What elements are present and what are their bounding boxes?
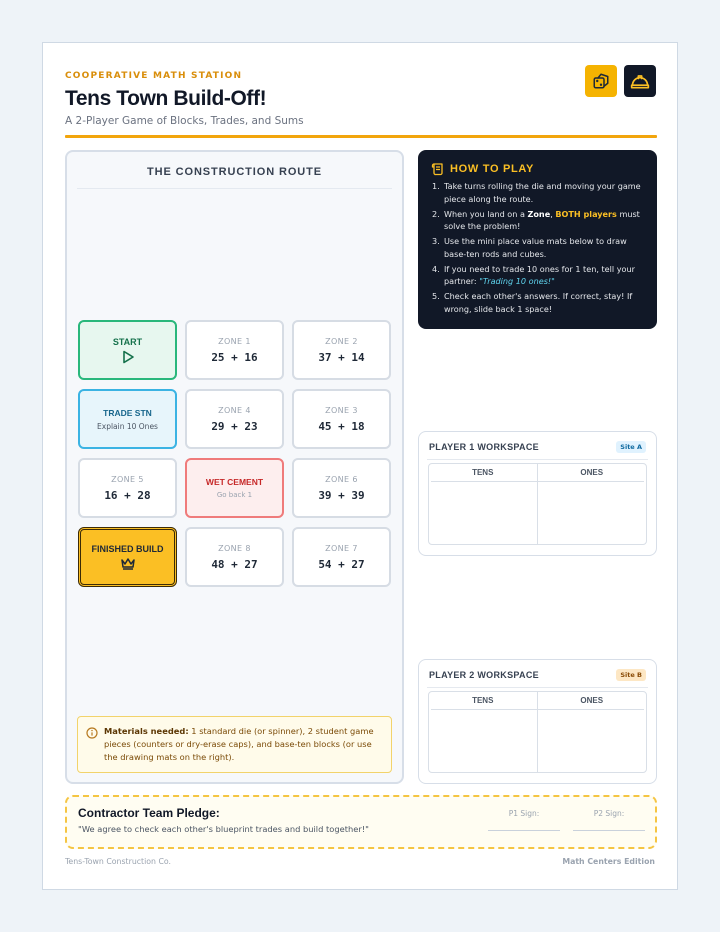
die-icon	[592, 72, 610, 90]
zone-label: ZONE 7	[325, 543, 358, 553]
how-to-play-title: HOW TO PLAY	[450, 163, 535, 175]
rule-item	[432, 208, 647, 233]
hard-hat-icon	[630, 72, 650, 90]
zone-problem: 37 + 14	[318, 350, 365, 364]
place-value-mat	[428, 691, 647, 773]
zone-problem: 16 + 28	[104, 488, 151, 502]
header-divider	[65, 135, 657, 138]
signature-line	[488, 830, 560, 831]
rule-emphasis: BOTH players	[555, 208, 617, 219]
rules-list	[432, 180, 647, 318]
zone-8-tile[interactable]	[185, 527, 284, 587]
zone-3-tile[interactable]	[292, 389, 391, 449]
p2-sign-label: P2 Sign:	[593, 809, 625, 818]
workspace-title: PLAYER 1 WORKSPACE	[429, 442, 539, 452]
wet-cement-label: WET CEMENT	[205, 477, 264, 487]
team-pledge-box	[65, 795, 657, 849]
zone-2-tile[interactable]	[292, 320, 391, 380]
zone-5-tile[interactable]	[78, 458, 177, 518]
zone-7-tile[interactable]	[292, 527, 391, 587]
trade-station-tile[interactable]	[78, 389, 177, 449]
p1-sign-label: P1 Sign:	[508, 809, 540, 818]
ones-column[interactable]	[538, 464, 647, 544]
tens-header: TENS	[472, 696, 494, 705]
rule-text-part: If you need to trade 10 ones for 1 ten, tell your partner:	[444, 263, 635, 286]
trade-station-label: TRADE STN	[103, 407, 152, 418]
die-button[interactable]	[585, 65, 617, 97]
zone-4-tile[interactable]	[185, 389, 284, 449]
ones-header: ONES	[580, 468, 604, 477]
site-badge: Site B	[616, 669, 646, 681]
rule-emphasis: Zone	[527, 208, 551, 219]
trade-station-note: Explain 10 Ones	[97, 421, 158, 431]
play-icon	[121, 350, 135, 364]
rule-item	[432, 290, 647, 315]
rule-number: 2.	[432, 208, 440, 219]
zone-problem: 54 + 27	[318, 557, 365, 571]
finished-build-tile[interactable]	[78, 527, 177, 587]
rule-item	[432, 263, 647, 288]
route-title: THE CONSTRUCTION ROUTE	[146, 166, 323, 178]
scroll-icon	[431, 162, 445, 176]
mat-header-line	[431, 481, 644, 482]
zone-label: ZONE 1	[218, 336, 251, 346]
materials-text	[104, 725, 383, 764]
start-label: START	[112, 336, 143, 347]
construction-route-board	[65, 150, 404, 784]
zone-problem: 29 + 23	[211, 419, 258, 433]
workspace-title: PLAYER 2 WORKSPACE	[429, 670, 539, 680]
zone-label: ZONE 6	[325, 474, 358, 484]
tens-column[interactable]	[429, 464, 538, 544]
rule-text	[444, 263, 647, 288]
player-1-workspace	[418, 431, 657, 556]
zone-label: ZONE 8	[218, 543, 251, 553]
rule-text-part: ,	[550, 208, 556, 219]
footer-edition: Math Centers Edition	[562, 857, 655, 866]
rule-text: Take turns rolling the die and moving your game piece along the route.	[444, 181, 641, 204]
rule-item	[432, 180, 647, 205]
workspace-divider	[427, 459, 648, 460]
tens-header: TENS	[472, 468, 494, 477]
eyebrow-label: COOPERATIVE MATH STATION	[65, 71, 243, 81]
rule-text: Check each other's answers. If correct, stay! If wrong, slide back 1 space!	[444, 291, 633, 314]
zone-1-tile[interactable]	[185, 320, 284, 380]
page-title: Tens Town Build-Off!	[65, 87, 267, 110]
rule-text	[444, 208, 647, 233]
rule-number: 5.	[432, 291, 440, 301]
zone-label: ZONE 5	[111, 474, 144, 484]
rule-number: 1.	[432, 181, 440, 191]
tens-column[interactable]	[429, 692, 538, 772]
hard-hat-button[interactable]	[624, 65, 656, 97]
materials-body: 1 standard die (or spinner), 2 student game pieces (counters or dry-erase caps), and base-ten blocks (or use the drawing mats on the right).	[104, 726, 374, 762]
signature-line	[573, 830, 645, 831]
rule-number: 4.	[432, 263, 440, 274]
how-to-play-panel	[418, 150, 657, 329]
rule-text-part: When you land on a	[444, 208, 528, 219]
rule-text-part: must solve the problem!	[444, 208, 640, 231]
wet-cement-tile[interactable]	[185, 458, 284, 518]
place-value-mat	[428, 463, 647, 545]
zone-problem: 45 + 18	[318, 419, 365, 433]
mat-header-line	[431, 709, 644, 710]
pledge-text: "We agree to check each other's blueprint trades and build together!"	[78, 824, 369, 834]
rule-item	[432, 235, 647, 260]
p1-signature-field[interactable]	[488, 809, 560, 831]
zone-label: ZONE 2	[325, 336, 358, 346]
route-divider	[77, 188, 392, 189]
footer-company: Tens-Town Construction Co.	[65, 857, 172, 866]
how-to-play-header	[431, 162, 534, 176]
wet-cement-note: Go back 1	[216, 491, 253, 499]
workspace-divider	[427, 687, 648, 688]
pledge-title: Contractor Team Pledge:	[78, 806, 220, 820]
player-2-workspace	[418, 659, 657, 784]
zone-problem: 25 + 16	[211, 350, 258, 364]
ones-header: ONES	[580, 696, 604, 705]
zone-label: ZONE 3	[325, 405, 358, 415]
info-icon	[86, 727, 98, 739]
rule-number: 3.	[432, 236, 440, 246]
ones-column[interactable]	[538, 692, 647, 772]
zone-label: ZONE 4	[218, 405, 251, 415]
site-badge: Site A	[616, 441, 646, 453]
crown-icon	[120, 557, 136, 570]
materials-note	[77, 716, 392, 773]
zone-problem: 39 + 39	[318, 488, 365, 502]
finished-build-label: FINISHED BUILD	[91, 544, 164, 554]
zone-6-tile[interactable]	[292, 458, 391, 518]
worksheet-page	[42, 42, 678, 890]
zone-problem: 48 + 27	[211, 557, 258, 571]
p2-signature-field[interactable]	[573, 809, 645, 831]
rule-text: Use the mini place value mats below to draw base-ten rods and cubes.	[444, 236, 627, 259]
page-subtitle: A 2-Player Game of Blocks, Trades, and Sums	[65, 115, 304, 127]
rule-quote: "Trading 10 ones!"	[479, 276, 555, 286]
materials-heading: Materials needed:	[104, 726, 189, 736]
start-tile[interactable]	[78, 320, 177, 380]
